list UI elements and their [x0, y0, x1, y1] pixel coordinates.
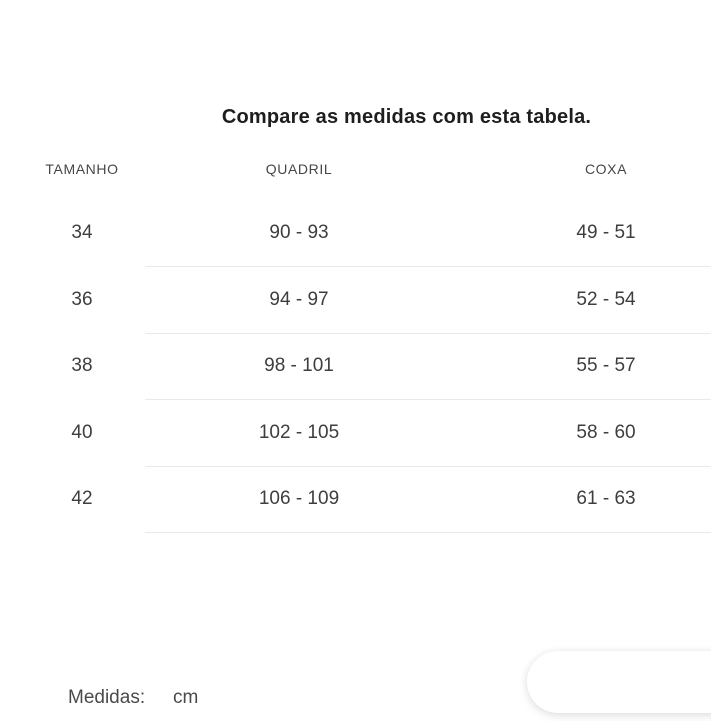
row-divider	[145, 466, 711, 467]
quadril-value: 102 - 105	[258, 422, 340, 443]
row-divider	[145, 532, 711, 533]
size-value: 40	[71, 422, 93, 443]
table-row	[0, 220, 711, 246]
row-divider	[145, 399, 711, 400]
quadril-value: 90 - 93	[269, 222, 329, 243]
table-row	[0, 420, 711, 446]
quadril-value: 94 - 97	[269, 289, 329, 310]
coxa-value: 61 - 63	[576, 488, 636, 509]
column-header-tamanho: TAMANHO	[45, 161, 119, 177]
measures-note	[68, 686, 199, 710]
quadril-value: 106 - 109	[258, 488, 340, 509]
size-value: 38	[71, 355, 93, 376]
table-row	[0, 353, 711, 379]
size-value: 36	[71, 289, 93, 310]
size-value: 42	[71, 488, 93, 509]
column-header-coxa: COXA	[584, 161, 628, 177]
floating-widget[interactable]	[527, 651, 711, 713]
table-row	[0, 486, 711, 512]
column-header-quadril: QUADRIL	[265, 161, 333, 177]
coxa-value: 55 - 57	[576, 355, 636, 376]
size-value: 34	[71, 222, 93, 243]
measures-label: Medidas:	[68, 687, 146, 708]
page-title: Compare as medidas com esta tabela.	[221, 106, 592, 128]
coxa-value: 49 - 51	[576, 222, 636, 243]
row-divider	[145, 266, 711, 267]
row-divider	[145, 333, 711, 334]
table-header-row	[0, 158, 711, 180]
coxa-value: 52 - 54	[576, 289, 636, 310]
table-row	[0, 287, 711, 313]
coxa-value: 58 - 60	[576, 422, 636, 443]
measures-unit: cm	[173, 687, 199, 708]
quadril-value: 98 - 101	[264, 355, 334, 376]
